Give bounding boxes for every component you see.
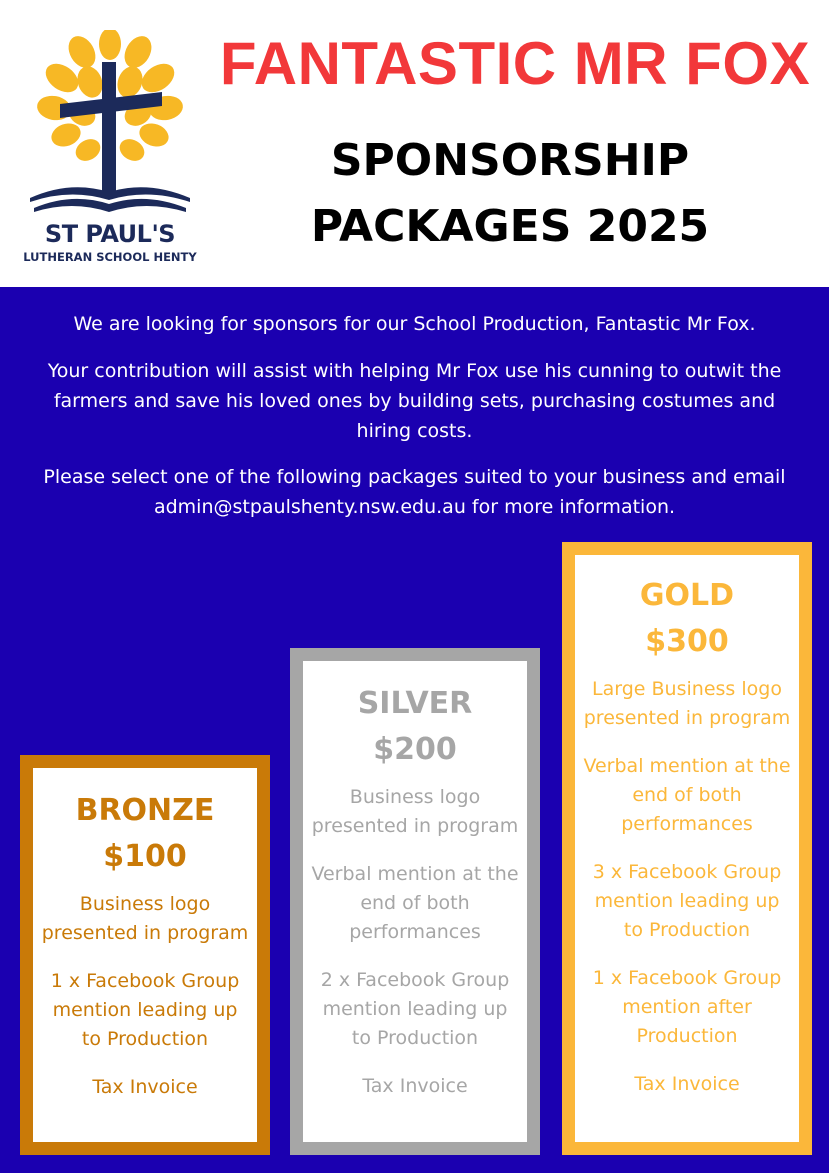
page-title-line-2: PACKAGES 2025 [310, 201, 710, 252]
intro-paragraph-2: Your contribution will assist with helping Mr Fox use his cunning to outwit the farmers and save his loved ones by building sets, purchasing costumes and hiring costs. [47, 360, 782, 442]
package-feature: Large Business logo presented in program [583, 678, 791, 729]
package-feature: Verbal mention at the end of both performances [583, 755, 791, 835]
page-title [230, 128, 790, 260]
package-feature: 1 x Facebook Group mention leading up to Production [50, 970, 240, 1050]
school-logo [20, 30, 200, 270]
package-price: $200 [373, 732, 457, 767]
intro-paragraph-3: Please select one of the following packages suited to your business and email admin@stpaulshenty.nsw.edu.au for more information. [43, 466, 786, 518]
tree-cross-icon [20, 30, 200, 220]
package-tax-invoice: Tax Invoice [362, 1075, 468, 1097]
package-tier: SILVER [357, 686, 473, 721]
package-feature: 1 x Facebook Group mention after Production [592, 967, 782, 1047]
gold-package-card [562, 542, 812, 1155]
show-title: FANTASTIC MR FOX [219, 30, 811, 97]
package-tax-invoice: Tax Invoice [92, 1076, 198, 1098]
package-tier: GOLD [639, 578, 735, 613]
package-feature: 2 x Facebook Group mention leading up to Production [320, 969, 510, 1049]
package-tax-invoice: Tax Invoice [634, 1073, 740, 1095]
package-feature: Business logo presented in program [41, 893, 249, 944]
package-price: $300 [645, 624, 729, 659]
page-title-line-1: SPONSORSHIP [330, 135, 690, 186]
intro-paragraph-1: We are looking for sponsors for our School Production, Fantastic Mr Fox. [73, 313, 756, 335]
logo-school-name: ST PAUL'S [44, 220, 176, 248]
silver-package-card [290, 648, 540, 1155]
bronze-package-card [20, 755, 270, 1155]
header [0, 0, 829, 287]
logo-school-subtitle: LUTHERAN SCHOOL HENTY [23, 250, 197, 264]
package-feature: Verbal mention at the end of both performances [311, 863, 519, 943]
package-price: $100 [103, 839, 187, 874]
package-feature: Business logo presented in program [311, 786, 519, 837]
package-feature: 3 x Facebook Group mention leading up to Production [592, 861, 782, 941]
package-tier: BRONZE [75, 793, 215, 828]
